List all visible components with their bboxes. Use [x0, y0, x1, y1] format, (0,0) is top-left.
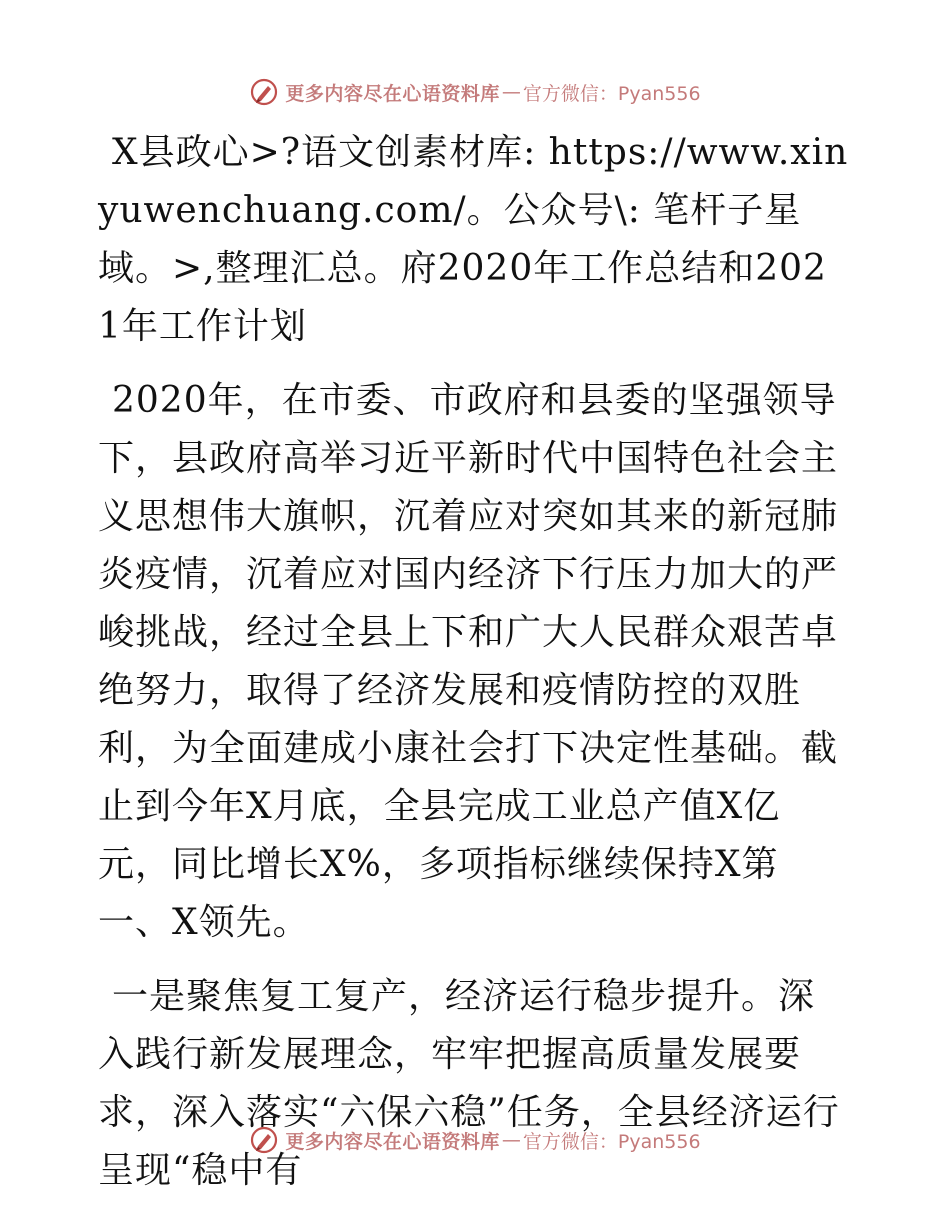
pen-logo-icon	[249, 77, 279, 107]
footer-watermark-banner	[0, 1120, 950, 1160]
document-paragraph-point-one: 一是聚焦复工复产，经济运行稳步提升。深入践行新发展理念，牢牢把握高质量发展要求，深入落实“六保六稳”任务，全县经济运行呈现“稳中有	[98, 976, 840, 1191]
document-paragraph-title: X县政心>?语文创素材库: https://www.xinyuwenchuang.com/。公众号\: 笔杆子星域。>,整理汇总。府2020年工作总结和2021年工作计划	[98, 132, 849, 347]
banner-dash: —	[501, 1129, 521, 1151]
document-body	[98, 124, 850, 1200]
banner-wechat-text: 官方微信：Pyan556	[522, 82, 701, 105]
banner-main-text: 更多内容尽在心语资料库	[285, 1130, 500, 1153]
document-paragraph-summary: 2020年，在市委、市政府和县委的坚强领导下，县政府高举习近平新时代中国特色社会主义思想伟大旗帜，沉着应对突如其来的新冠肺炎疫情，沉着应对国内经济下行压力加大的严峻挑战，经过全县上下和广大人民群众艰苦卓绝努力，取得了经济发展和疫情防控的双胜利，为全面建成小康社会打下决定性基础。截止到今年X月底，全县完成工业总产值X亿元，同比增长X%，多项指标继续保持X第一、X领先。	[98, 380, 839, 943]
banner-main-text: 更多内容尽在心语资料库	[285, 82, 500, 105]
banner-dash: —	[501, 81, 521, 103]
banner-wechat-text: 官方微信：Pyan556	[522, 1130, 701, 1153]
header-watermark-banner	[0, 72, 950, 112]
pen-logo-icon	[249, 1125, 279, 1155]
